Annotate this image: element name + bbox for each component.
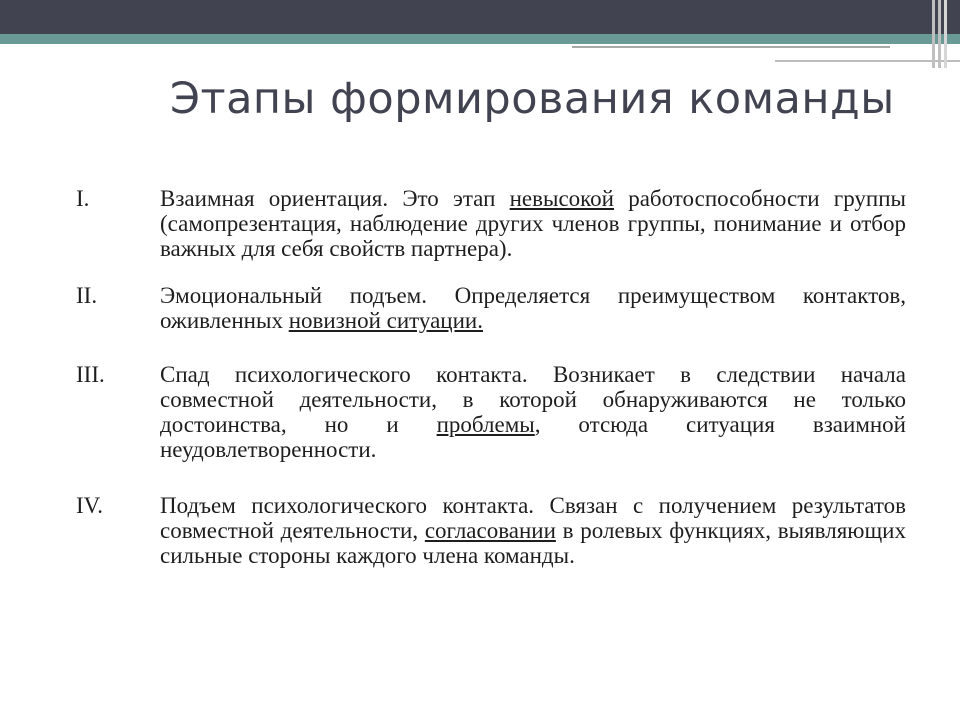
item-text-underlined: согласовании bbox=[424, 518, 556, 543]
item-text-part: работоспособности группы (самопрезентация, наблюдение других членов группы, понимание и отбор важных для себя свойств партнера). bbox=[160, 186, 906, 261]
item-text-part: , отсюда ситуация взаимной неудовлетворенности. bbox=[160, 412, 906, 462]
item-text-part: в ролевых функциях, выявляющих сильные стороны каждого члена команды. bbox=[160, 518, 906, 568]
item-text bbox=[160, 493, 906, 568]
header-divider-white-2 bbox=[572, 50, 960, 52]
item-numeral: III. bbox=[76, 362, 105, 387]
item-text-part: Эмоциональный подъем. Определяется преимуществом контактов, оживленных bbox=[160, 283, 906, 333]
item-text-part: Взаимная ориентация. Это этап bbox=[160, 186, 510, 211]
item-text-part: Спад психологического контакта. Возникает в следствии начала совместной деятельности, в которой обнаруживаются не только достоинства, но и bbox=[160, 362, 906, 437]
item-text bbox=[160, 186, 906, 261]
list-item bbox=[76, 283, 906, 333]
stages-list bbox=[76, 186, 906, 590]
header-band-dark bbox=[0, 0, 960, 36]
item-text bbox=[160, 362, 906, 462]
item-numeral: II. bbox=[76, 283, 98, 308]
item-numeral: IV. bbox=[76, 493, 104, 518]
list-item bbox=[76, 186, 906, 261]
item-text-part: Подъем психологического контакта. Связан с получением результатов совместной деятельности, bbox=[160, 493, 906, 543]
item-text-underlined: проблемы bbox=[436, 412, 535, 437]
item-text-underlined: новизной ситуации. bbox=[288, 308, 483, 333]
item-numeral: I. bbox=[76, 186, 90, 211]
item-text bbox=[160, 283, 906, 333]
slide-title: Этапы формирования команды bbox=[170, 74, 895, 124]
list-item bbox=[76, 362, 906, 462]
header-accent-line bbox=[572, 46, 890, 48]
header-vertical-line bbox=[938, 0, 941, 68]
header-vertical-line bbox=[932, 0, 935, 68]
header-vertical-line bbox=[944, 0, 947, 68]
header-band-teal bbox=[0, 34, 960, 44]
list-item bbox=[76, 493, 906, 568]
item-text-underlined: невысокой bbox=[509, 186, 614, 211]
